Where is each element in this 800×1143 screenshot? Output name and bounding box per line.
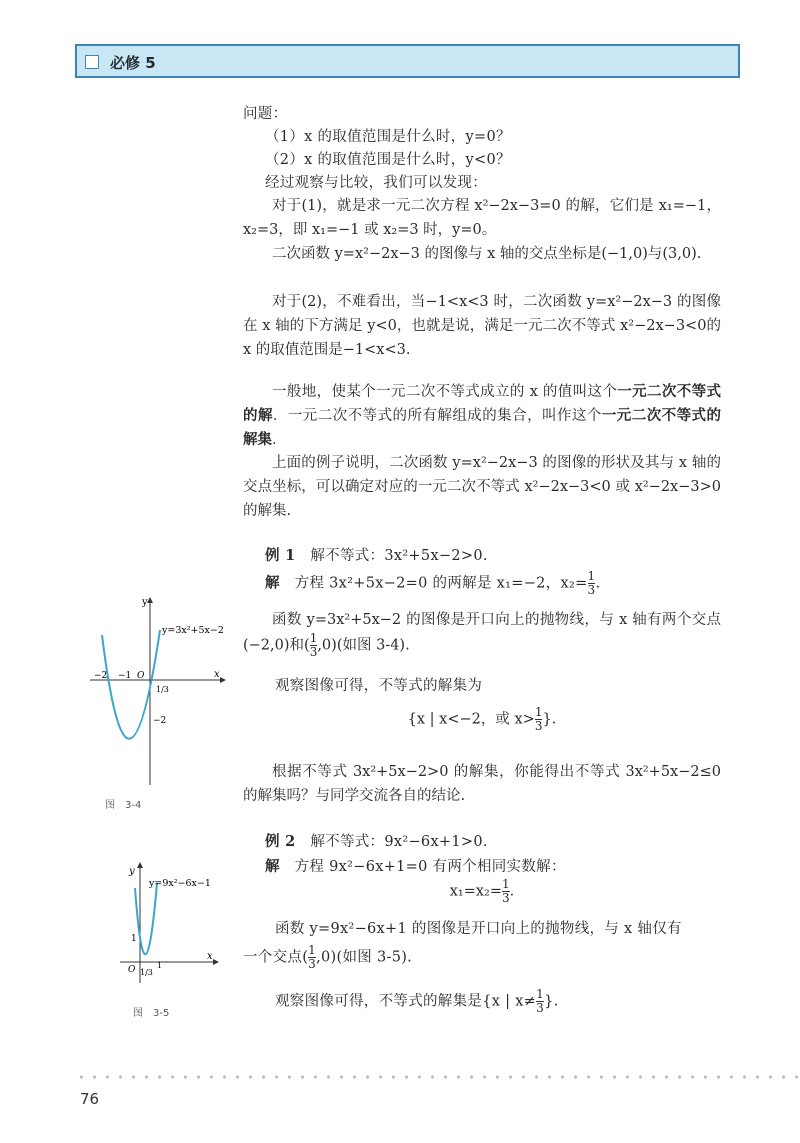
fig1-y-label: y [142,597,148,608]
fig1-y-arrow-icon [147,597,153,603]
figure-3-4-caption: 图 3-4 [105,800,142,811]
definition-paragraph: 一般地，使某个一元二次不等式成立的 x 的值叫这个一元二次不等式的解．一元二次不等式的所有解组成的集合，叫作这个一元二次不等式的解集． [243,383,722,448]
example-2-line-4: 观察图像可得，不等式的解集是{x | x≠ $\frac{1}{3}$ }. [275,987,559,1015]
chapter-header [75,44,740,78]
problem-question-1: （1）x 的取值范围是什么时，y=0？ [265,129,511,145]
example-2-statement: 例 2 解不等式：9x²−6x+1>0. [265,833,488,850]
term-solution-set: 一元二次不等式的解集 [243,407,722,448]
fig2-origin: O [128,965,136,975]
fig1-x-arrow-icon [220,677,226,683]
fig2-tick-one: 1 [157,961,163,970]
fig2-x-label: x [207,951,213,962]
example-1-solution-set: {x | x<−2，或 x> $\frac{1}{3}$ }. [407,705,557,733]
footer-divider [75,1075,800,1079]
problem-paragraph-3: 对于(2)，不难看出，当−1<x<3 时，二次函数 y=x²−2x−3 的图像在 x 轴的下方满足 y<0，也就是说，满足一元二次不等式 x²−2x−3<0的 x 的取值范围是−1<x<3. [243,294,721,358]
example-1-question: 根据不等式 3x²+5x−2>0 的解集，你能得出不等式 3x²+5x−2≤0 的解集吗？与同学交流各自的结论. [243,764,721,804]
fig1-origin: O [137,671,145,681]
fig1-x-label: x [214,669,220,680]
chapter-title: 必修 5 [110,54,156,72]
header-square-icon [85,55,99,69]
example-1-line-3: 观察图像可得，不等式的解集为 [275,678,483,694]
term-solution: 一元二次不等式的解 [243,383,721,424]
example-2-solution: 解 方程 9x²−6x+1=0 有两个相同实数解： [265,858,566,875]
problem-question-2: （2）x 的取值范围是什么时，y<0？ [265,152,511,168]
fig2-y-arrow-icon [137,862,143,868]
fig1-tick-neg1: −1 [118,671,132,681]
example-1-statement: 例 1 解不等式：3x²+5x−2>0. [265,547,488,564]
example-2-line-2: 函数 y=9x²−6x+1 的图像是开口向上的抛物线，与 x 轴仅有 [275,921,682,937]
example-2-line-3: 一个交点( $\frac{1}{3}$ ,0)(如图 3-5). [243,943,413,971]
example-1-line-2: 函数 y=3x²+5x−2 的图像是开口向上的抛物线，与 x 轴有两个交点(−2,0)和( $\frac{1}{3}$ ,0)(如图 3-4). [243,612,721,659]
figure-3-4 [90,595,240,790]
problem-paragraph-2: 二次函数 y=x²−2x−3 的图像与 x 轴的交点坐标是(−1,0)与(3,0). [272,246,702,262]
fig2-tick-third: 1/3 [140,968,153,977]
fig2-parabola [135,883,157,954]
problem-paragraph-1: 对于(1)，就是求一元二次方程 x²−2x−3=0 的解，它们是 x₁=−1，x₂=3，即 x₁=−1 或 x₂=3 时，y=0。 [243,198,721,238]
fig1-equation: y=3x²+5x−2 [162,625,224,636]
page-number: 76 [80,1090,100,1108]
observation-line: 经过观察与比较，我们可以发现： [265,175,487,191]
problem-heading: 问题： [243,106,288,122]
fig1-tick-neg2: −2 [94,671,108,681]
figure-3-5 [115,858,225,988]
fig2-x-arrow-icon [213,959,219,965]
figure-3-5-caption: 图 3-5 [133,1008,170,1019]
example-2-roots: x₁=x₂= $\frac{1}{3}$ . [449,877,515,905]
fig2-y-label: y [129,866,135,877]
example-1-solution: 解 方程 3x²+5x−2=0 的两解是 x₁=−2，x₂= $\frac{1}{3}$ . [265,569,601,597]
fig1-tick-third: 1/3 [156,685,169,694]
fig1-y-tick: −2 [153,716,167,726]
fig2-equation: y=9x²−6x−1 [149,878,211,889]
fig2-y-tick: 1 [131,934,137,944]
fig1-parabola [102,630,160,739]
definition-paragraph-2: 上面的例子说明，二次函数 y=x²−2x−3 的图像的形状及其与 x 轴的交点坐标，可以确定对应的一元二次不等式 x²−2x−3<0 或 x²−2x−3>0 的解集. [243,455,721,519]
